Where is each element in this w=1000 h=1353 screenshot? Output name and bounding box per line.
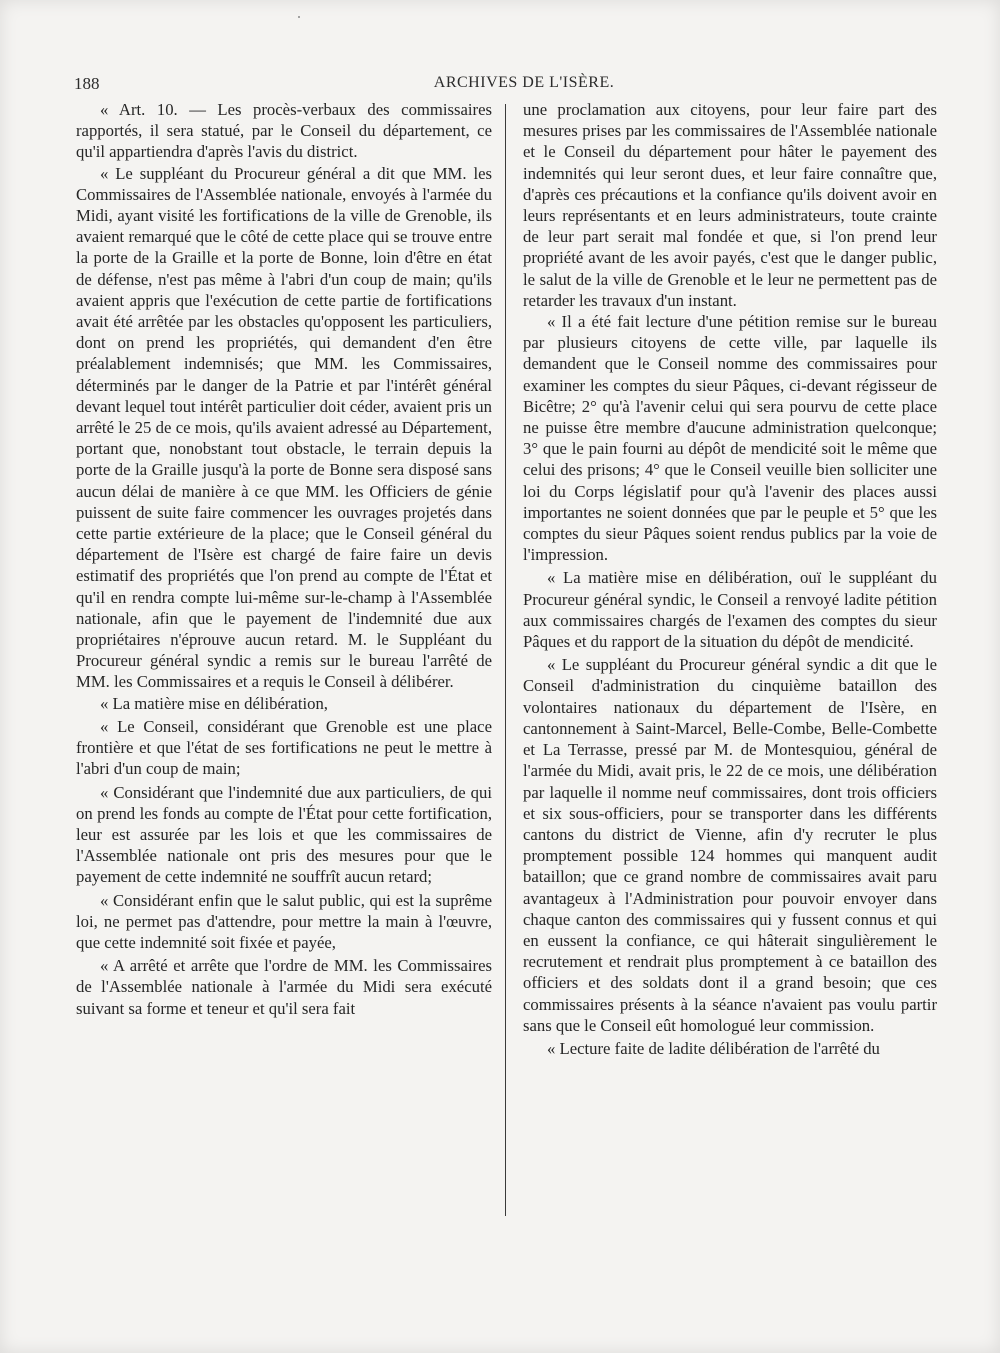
paragraph: « Le suppléant du Procureur général syndic a dit que le Conseil d'administration du cinquième bataillon des volontaires nationaux du département de l'Isère, en cantonnement à Saint-Marcel, Belle-Combe, Belle-Combette et La Terrasse, pressé par M. de Montesquiou, général de l'armée du Midi, avait pris, le 22 de ce mois, une délibération par laquelle il nomme neuf commissaires, dont trois officiers et six sous-officiers, pour se transporter dans les différents cantons du district de Vienne, afin d'y recruter le plus promptement possible 124 hommes qui manquent audit bataillon; que ce grand nombre de commissaires avait paru avantageux à l'Administration pour pouvoir envoyer dans chaque canton des commissaires qui y fussent connus et qui en eussent la confiance, ce qui hâterait singulièrement le recrutement et rendrait plus promptement à ce bataillon des officiers et des soldats dont il a grand besoin; que ces commissaires présents à la séance n'avaient pas voulu partir sans que le Conseil eût homologué leur commission. — [523, 655, 937, 1035]
column-divider — [505, 104, 506, 1216]
paragraph: « Art. 10. — Les procès-verbaux des commissaires rapportés, il sera statué, par le Conseil du département, ce qu'il appartiendra d'après l'avis du district. — [76, 100, 492, 162]
paragraph: « La matière mise en délibération, ouï le suppléant du Procureur général syndic, le Conseil a renvoyé ladite pétition aux commissaires chargés de l'examen des comptes du sieur Pâques et du rapport de la situation du dépôt de mendicité. — [523, 568, 937, 652]
running-head: ARCHIVES DE L'ISÈRE. — [433, 74, 615, 91]
paragraph: « Considérant que l'indemnité due aux particuliers, de qui on prend les fonds au compte de l'État pour cette fortification, leur est assurée par les lois et que les commissaires de l'Assemblée nationale ont pris des mesures pour que le payement de cette indemnité ne souffrît aucun retard; — [76, 782, 492, 887]
paragraph: « A arrêté et arrête que l'ordre de MM. les Commissaires de l'Assemblée nationale à l'armée du Midi sera exécuté suivant sa forme et teneur et qu'il sera fait — [76, 956, 492, 1018]
paragraph: « Lecture faite de ladite délibération de l'arrêté du — [547, 1038, 880, 1058]
left-text-column — [76, 99, 492, 1019]
scan-speck — [298, 16, 300, 18]
paragraph: « Le Conseil, considérant que Grenoble est une place frontière et que l'état de ses fortifications ne peut le mettre à l'abri d'un coup de main; — [76, 716, 492, 779]
paragraph: « La matière mise en délibération, — [100, 693, 328, 713]
page-header — [74, 74, 942, 96]
paragraph: « Considérant enfin que le salut public, qui est la suprême loi, ne permet pas d'attendre, pour mettre la main à l'œuvre, que cette indemnité soit fixée et payée, — [76, 890, 492, 952]
paragraph: une proclamation aux citoyens, pour leur faire part des mesures prises par les commissaires de l'Assemblée nationale et le Conseil du département pour hâter le payement des indemnités qui leur seront dues, et leur faire connaître que, d'après ces précautions et la confiance qu'ils doivent avoir en leurs représentants et en leurs administrateurs, toute crainte de leur part serait mal fondée et que, si l'on prend leur propriété avant de les avoir payés, c'est que le danger public, le salut de la ville de Grenoble et le leur ne permettent pas de retarder les travaux d'un instant. — [523, 100, 937, 310]
page-number: 188 — [74, 74, 100, 93]
paragraph: « Il a été fait lecture d'une pétition remise sur le bureau par plusieurs citoyens de cette ville, par laquelle ils demandent que le Conseil nomme des commissaires pour examiner les comptes du sieur Pâques, ci-devant régisseur de Bicêtre; 2° qu'à l'avenir celui qui sera pourvu de cette place ne puisse être membre d'aucune administration quelconque; 3° que le pain fourni au dépôt de mendicité soit le même que celui des prisons; 4° que le Conseil veuille bien solliciter une loi du Corps législatif pour qu'à l'avenir des places aussi importantes ne soient données que par le peuple et 5° que les comptes du sieur Pâques soient rendus publics par la voie de l'impression. — [523, 312, 937, 565]
paragraph: « Le suppléant du Procureur général a dit que MM. les Commissaires de l'Assemblée nationale, envoyés à l'armée du Midi, ayant visité les fortifications de la ville de Grenoble, ils avaient remarqué que le côté de cette place qui se trouve entre la porte de la Graille et la porte de Bonne, loin d'être en état de défense, n'est pas même à l'abri d'un coup de main; qu'ils avaient appris que l'exécution de cette partie de fortifications avait été arrêtée par les obstacles qu'opposent les particuliers, dont on prend les propriétés, qui demandent d'en être préalablement indemnisés; que MM. les Commissaires, déterminés par le danger de la Patrie et par l'intérêt général devant lequel tout intérêt particulier doit céder, avaient pris un arrêté le 25 de ce mois, qu'ils avaient adressé au Département, portant que, nonobstant tout obstacle, le terrain depuis la porte de la Graille jusqu'à la porte de Bonne sera disposé sans aucun délai de manière à ce que MM. les Officiers de génie puissent de suite faire commencer les ouvrages projetés dans cette partie extérieure de la place; que le Conseil général du département de l'Isère est chargé de faire faire un devis estimatif des propriétés que l'on prend au compte de l'État et qu'il en rendra compte lui-même sur-le-champ à l'Assemblée nationale, afin que le payement de l'indemnité due aux propriétaires n'éprouve aucun retard. M. le Suppléant du Procureur général syndic a remis sur le bureau l'arrêté de MM. les Commissaires et a requis le Conseil à délibérer. — [76, 163, 492, 692]
right-text-column — [523, 99, 937, 1059]
